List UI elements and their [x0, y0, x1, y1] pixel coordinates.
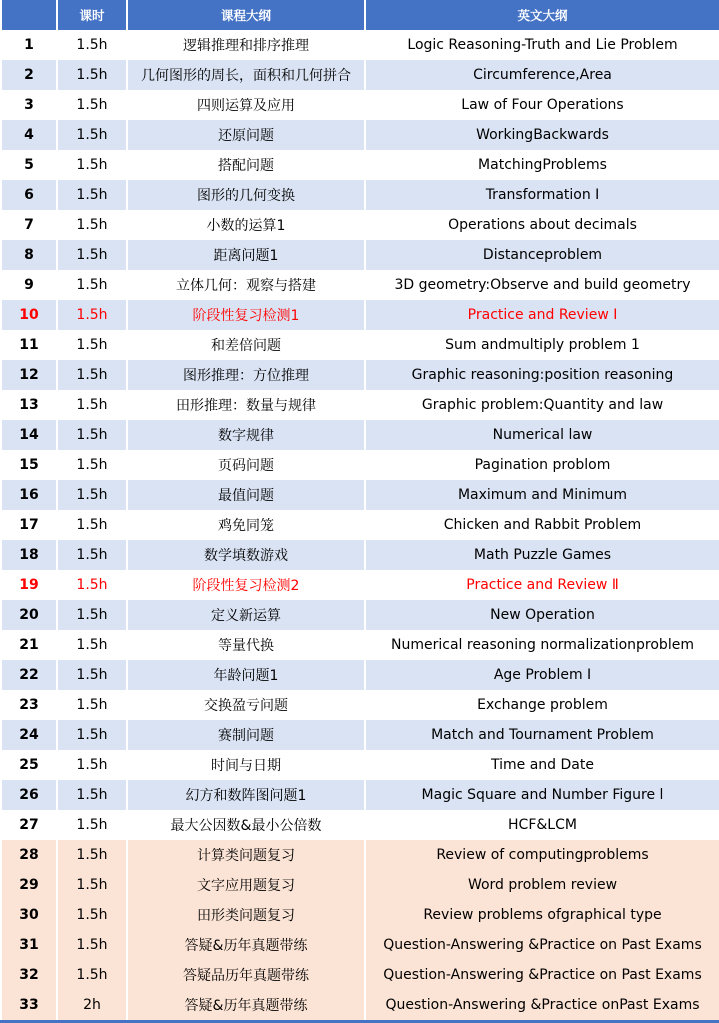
lesson-en-title: Sum andmultiply problem 1 — [365, 330, 719, 360]
lesson-number: 20 — [1, 600, 57, 630]
lesson-number: 30 — [1, 900, 57, 930]
lesson-hours: 1.5h — [57, 540, 127, 570]
table-row — [1, 330, 719, 360]
lesson-en-title: Practice and Review Ⅱ — [365, 570, 719, 600]
lesson-number: 13 — [1, 390, 57, 420]
lesson-hours: 1.5h — [57, 870, 127, 900]
lesson-en-title: Pagination problom — [365, 450, 719, 480]
lesson-en-title: Match and Tournament Problem — [365, 720, 719, 750]
header-hours: 课时 — [57, 0, 127, 30]
lesson-cn-title: 定义新运算 — [127, 600, 365, 630]
table-row — [1, 510, 719, 540]
table-body — [1, 30, 719, 1022]
lesson-cn-title: 数学填数游戏 — [127, 540, 365, 570]
lesson-number: 11 — [1, 330, 57, 360]
table-row — [1, 450, 719, 480]
lesson-cn-title: 图形推理：方位推理 — [127, 360, 365, 390]
lesson-hours: 1.5h — [57, 60, 127, 90]
table-row — [1, 570, 719, 600]
lesson-en-title: Logic Reasoning-Truth and Lie Problem — [365, 30, 719, 60]
lesson-en-title: 3D geometry:Observe and build geometry — [365, 270, 719, 300]
lesson-en-title: MatchingProblems — [365, 150, 719, 180]
lesson-cn-title: 搭配问题 — [127, 150, 365, 180]
lesson-hours: 1.5h — [57, 570, 127, 600]
lesson-number: 4 — [1, 120, 57, 150]
table-row — [1, 390, 719, 420]
table-row — [1, 540, 719, 570]
lesson-cn-title: 田形推理：数量与规律 — [127, 390, 365, 420]
lesson-hours: 1.5h — [57, 330, 127, 360]
table-row — [1, 30, 719, 60]
lesson-hours: 1.5h — [57, 660, 127, 690]
lesson-en-title: Time and Date — [365, 750, 719, 780]
lesson-cn-title: 时间与日期 — [127, 750, 365, 780]
lesson-hours: 1.5h — [57, 840, 127, 870]
lesson-number: 32 — [1, 960, 57, 990]
lesson-en-title: Operations about decimals — [365, 210, 719, 240]
lesson-hours: 1.5h — [57, 780, 127, 810]
lesson-number: 6 — [1, 180, 57, 210]
lesson-number: 5 — [1, 150, 57, 180]
lesson-en-title: WorkingBackwards — [365, 120, 719, 150]
lesson-number: 2 — [1, 60, 57, 90]
lesson-hours: 1.5h — [57, 480, 127, 510]
lesson-number: 9 — [1, 270, 57, 300]
table-row — [1, 720, 719, 750]
lesson-cn-title: 交换盈亏问题 — [127, 690, 365, 720]
lesson-cn-title: 四则运算及应用 — [127, 90, 365, 120]
lesson-cn-title: 页码问题 — [127, 450, 365, 480]
lesson-number: 18 — [1, 540, 57, 570]
lesson-hours: 1.5h — [57, 240, 127, 270]
lesson-cn-title: 最值问题 — [127, 480, 365, 510]
lesson-hours: 1.5h — [57, 630, 127, 660]
lesson-en-title: Graphic problem:Quantity and law — [365, 390, 719, 420]
lesson-cn-title: 数字规律 — [127, 420, 365, 450]
lesson-number: 25 — [1, 750, 57, 780]
lesson-number: 17 — [1, 510, 57, 540]
lesson-hours: 1.5h — [57, 600, 127, 630]
lesson-cn-title: 阶段性复习检测2 — [127, 570, 365, 600]
lesson-hours: 1.5h — [57, 960, 127, 990]
lesson-number: 15 — [1, 450, 57, 480]
lesson-cn-title: 阶段性复习检测1 — [127, 300, 365, 330]
lesson-en-title: Question-Answering &Practice on Past Exams — [365, 960, 719, 990]
table-row — [1, 990, 719, 1022]
lesson-hours: 1.5h — [57, 390, 127, 420]
lesson-cn-title: 小数的运算1 — [127, 210, 365, 240]
lesson-cn-title: 赛制问题 — [127, 720, 365, 750]
lesson-hours: 2h — [57, 990, 127, 1022]
table-row — [1, 690, 719, 720]
table-row — [1, 150, 719, 180]
lesson-number: 33 — [1, 990, 57, 1022]
lesson-en-title: Chicken and Rabbit Problem — [365, 510, 719, 540]
lesson-number: 3 — [1, 90, 57, 120]
lesson-number: 27 — [1, 810, 57, 840]
lesson-hours: 1.5h — [57, 420, 127, 450]
lesson-number: 21 — [1, 630, 57, 660]
header-cn-outline: 课程大纲 — [127, 0, 365, 30]
lesson-cn-title: 逻辑推理和排序推理 — [127, 30, 365, 60]
table-row — [1, 900, 719, 930]
table-row — [1, 270, 719, 300]
lesson-hours: 1.5h — [57, 180, 127, 210]
lesson-number: 10 — [1, 300, 57, 330]
lesson-en-title: Practice and Review I — [365, 300, 719, 330]
lesson-number: 16 — [1, 480, 57, 510]
lesson-cn-title: 等量代换 — [127, 630, 365, 660]
lesson-hours: 1.5h — [57, 900, 127, 930]
lesson-number: 7 — [1, 210, 57, 240]
lesson-hours: 1.5h — [57, 120, 127, 150]
lesson-number: 14 — [1, 420, 57, 450]
lesson-number: 26 — [1, 780, 57, 810]
table-row — [1, 210, 719, 240]
lesson-en-title: Distanceproblem — [365, 240, 719, 270]
lesson-hours: 1.5h — [57, 450, 127, 480]
lesson-en-title: Graphic reasoning:position reasoning — [365, 360, 719, 390]
table-row — [1, 60, 719, 90]
table-row — [1, 810, 719, 840]
table-row — [1, 750, 719, 780]
lesson-number: 29 — [1, 870, 57, 900]
table-row — [1, 480, 719, 510]
lesson-number: 1 — [1, 30, 57, 60]
lesson-cn-title: 几何图形的周长，面积和几何拼合 — [127, 60, 365, 90]
lesson-hours: 1.5h — [57, 930, 127, 960]
table-row — [1, 630, 719, 660]
lesson-hours: 1.5h — [57, 300, 127, 330]
table-row — [1, 420, 719, 450]
table-row — [1, 600, 719, 630]
lesson-en-title: Law of Four Operations — [365, 90, 719, 120]
lesson-hours: 1.5h — [57, 720, 127, 750]
header-number — [1, 0, 57, 30]
header-row — [1, 0, 719, 30]
lesson-number: 28 — [1, 840, 57, 870]
lesson-cn-title: 距离问题1 — [127, 240, 365, 270]
lesson-cn-title: 鸡免同笼 — [127, 510, 365, 540]
lesson-hours: 1.5h — [57, 510, 127, 540]
lesson-cn-title: 立体几何：观察与搭建 — [127, 270, 365, 300]
lesson-en-title: Numerical reasoning normalizationproblem — [365, 630, 719, 660]
table-row — [1, 300, 719, 330]
table-row — [1, 120, 719, 150]
lesson-cn-title: 答疑&历年真题带练 — [127, 930, 365, 960]
lesson-en-title: Circumference,Area — [365, 60, 719, 90]
lesson-en-title: Review of computingproblems — [365, 840, 719, 870]
lesson-cn-title: 幻方和数阵图问题1 — [127, 780, 365, 810]
table-row — [1, 870, 719, 900]
lesson-hours: 1.5h — [57, 360, 127, 390]
lesson-en-title: Numerical law — [365, 420, 719, 450]
lesson-cn-title: 田形类问题复习 — [127, 900, 365, 930]
lesson-number: 31 — [1, 930, 57, 960]
table-row — [1, 240, 719, 270]
lesson-cn-title: 文字应用题复习 — [127, 870, 365, 900]
lesson-en-title: HCF&LCM — [365, 810, 719, 840]
lesson-number: 8 — [1, 240, 57, 270]
table-row — [1, 930, 719, 960]
lesson-en-title: Maximum and Minimum — [365, 480, 719, 510]
lesson-cn-title: 计算类问题复习 — [127, 840, 365, 870]
header-en-outline: 英文大纲 — [365, 0, 719, 30]
lesson-number: 12 — [1, 360, 57, 390]
table-row — [1, 840, 719, 870]
lesson-number: 19 — [1, 570, 57, 600]
lesson-en-title: New Operation — [365, 600, 719, 630]
table-row — [1, 360, 719, 390]
lesson-en-title: Age Problem I — [365, 660, 719, 690]
lesson-en-title: Magic Square and Number Figure l — [365, 780, 719, 810]
lesson-en-title: Word problem review — [365, 870, 719, 900]
lesson-cn-title: 图形的几何变换 — [127, 180, 365, 210]
lesson-en-title: Transformation I — [365, 180, 719, 210]
lesson-hours: 1.5h — [57, 810, 127, 840]
lesson-hours: 1.5h — [57, 210, 127, 240]
table-row — [1, 780, 719, 810]
lesson-en-title: Question-Answering &Practice on Past Exams — [365, 930, 719, 960]
lesson-en-title: Question-Answering &Practice onPast Exams — [365, 990, 719, 1022]
lesson-hours: 1.5h — [57, 750, 127, 780]
lesson-cn-title: 答疑&历年真题带练 — [127, 990, 365, 1022]
lesson-number: 24 — [1, 720, 57, 750]
lesson-hours: 1.5h — [57, 690, 127, 720]
lesson-en-title: Exchange problem — [365, 690, 719, 720]
lesson-number: 23 — [1, 690, 57, 720]
lesson-en-title: Math Puzzle Games — [365, 540, 719, 570]
lesson-en-title: Review problems ofgraphical type — [365, 900, 719, 930]
lesson-cn-title: 还原问题 — [127, 120, 365, 150]
table-row — [1, 960, 719, 990]
lesson-cn-title: 答疑品历年真题带练 — [127, 960, 365, 990]
lesson-cn-title: 和差倍问题 — [127, 330, 365, 360]
lesson-hours: 1.5h — [57, 150, 127, 180]
table-row — [1, 180, 719, 210]
table-row — [1, 660, 719, 690]
lesson-hours: 1.5h — [57, 90, 127, 120]
table-row — [1, 90, 719, 120]
lesson-number: 22 — [1, 660, 57, 690]
lesson-hours: 1.5h — [57, 270, 127, 300]
table-header — [1, 0, 719, 30]
lesson-hours: 1.5h — [57, 30, 127, 60]
lesson-cn-title: 最大公因数&最小公倍数 — [127, 810, 365, 840]
lesson-cn-title: 年龄问题1 — [127, 660, 365, 690]
